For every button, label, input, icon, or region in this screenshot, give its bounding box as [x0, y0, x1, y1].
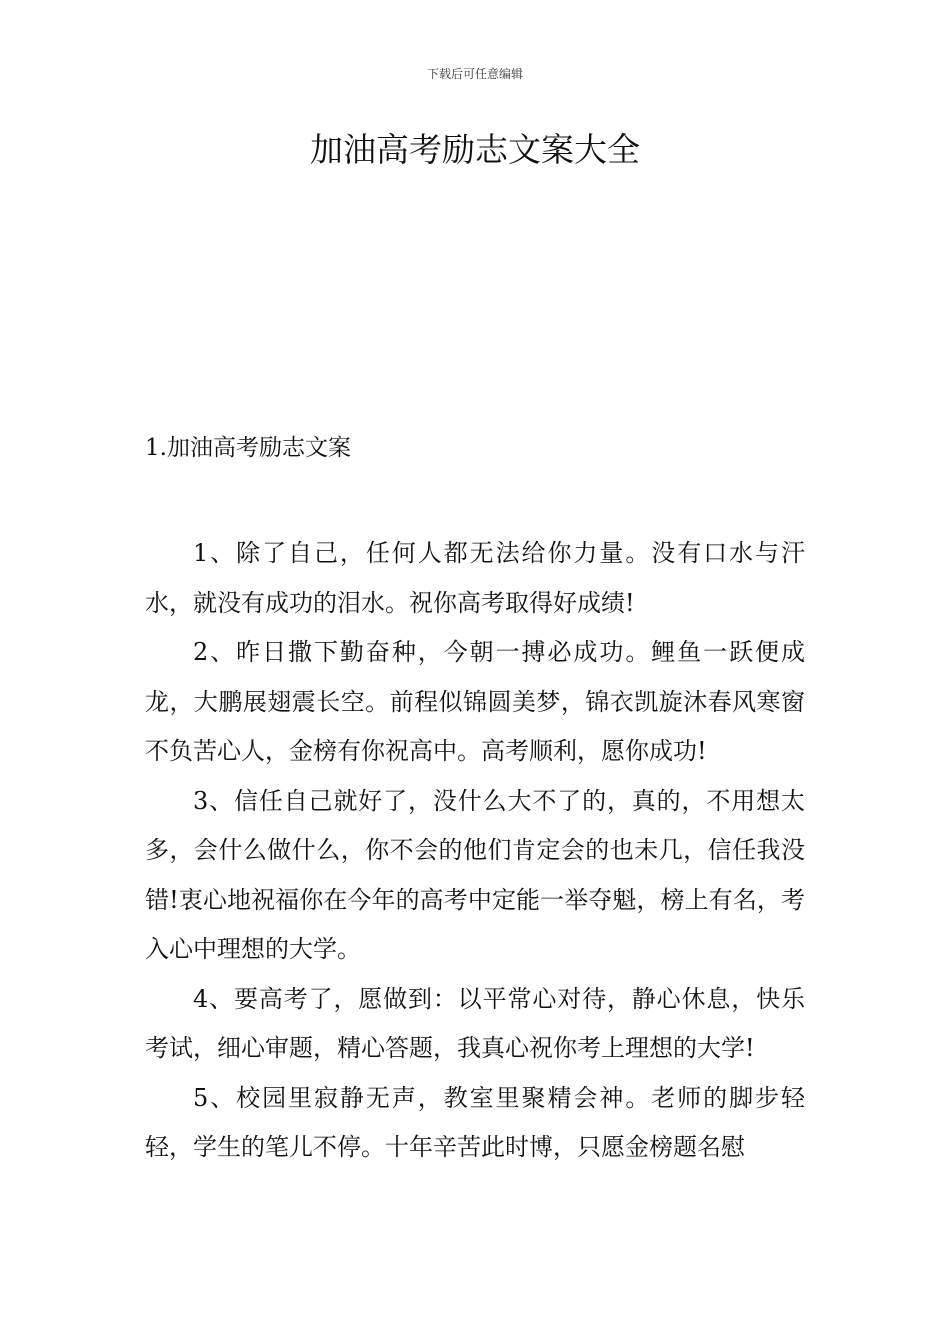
paragraph-1: 1、除了自己，任何人都无法给你力量。没有口水与汗水，就没有成功的泪水。祝你高考取得好成绩! [145, 539, 805, 617]
paragraph-5: 5、校园里寂静无声，教室里聚精会神。老师的脚步轻轻，学生的笔儿不停。十年辛苦此时博，只愿金榜题名慰 [145, 1083, 805, 1161]
body-text [145, 529, 805, 1173]
paragraph-4: 4、要高考了，愿做到：以平常心对待，静心休息，快乐考试，细心审题，精心答题，我真心祝你考上理想的大学! [145, 984, 805, 1062]
paragraph-3: 3、信任自己就好了，没什么大不了的，真的，不用想太多，会什么做什么，你不会的他们肯定会的也未几，信任我没错!衷心地祝福你在今年的高考中定能一举夺魁，榜上有名，考入心中理想的大学。 [145, 786, 805, 963]
section-heading: 1.加油高考励志文案 [145, 435, 351, 461]
header-note: 下载后可任意编辑 [426, 67, 523, 81]
document-title: 加油高考励志文案大全 [310, 130, 640, 169]
paragraph-2: 2、昨日撒下勤奋种，今朝一搏必成功。鲤鱼一跃便成龙，大鹏展翅震长空。前程似锦圆美梦，锦衣凯旋沐春风寒窗不负苦心人，金榜有你祝高中。高考顺利，愿你成功! [145, 638, 805, 765]
